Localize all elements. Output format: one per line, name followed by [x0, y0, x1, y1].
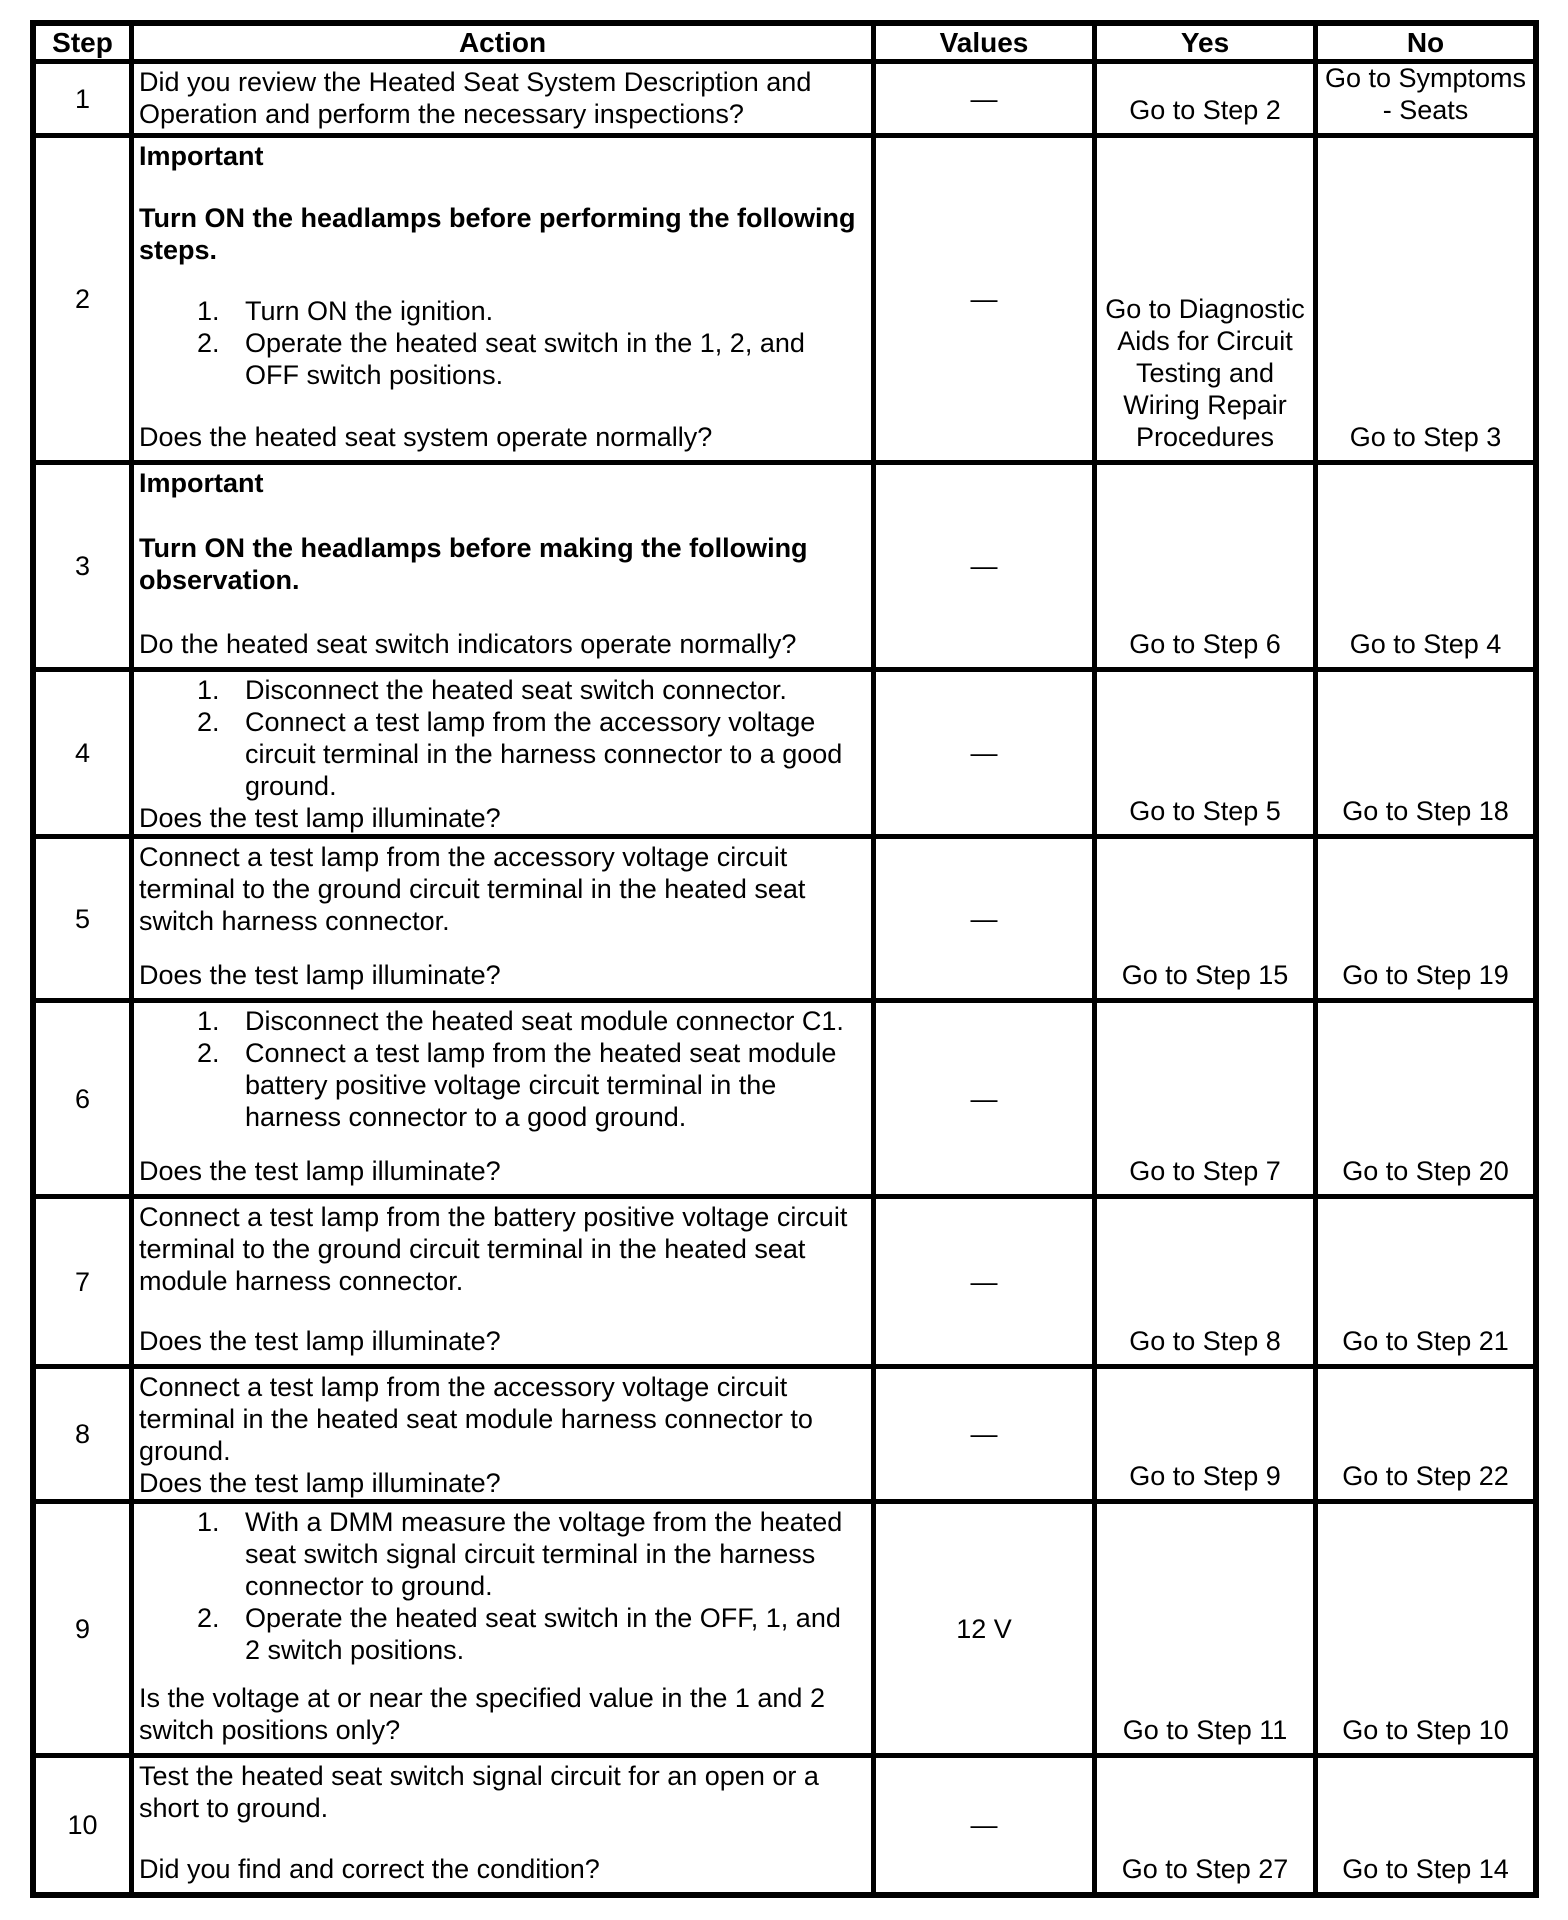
- header-yes: Yes: [1097, 26, 1313, 59]
- no-cell: Go to Step 4: [1318, 465, 1533, 667]
- step-number: 5: [36, 839, 129, 998]
- action-cell: [134, 672, 871, 834]
- no-cell: Go to Symptoms - Seats: [1318, 64, 1533, 133]
- no-cell: Go to Step 14: [1318, 1758, 1533, 1892]
- yes-cell: Go to Step 27: [1097, 1758, 1313, 1892]
- values-cell: —: [876, 138, 1092, 460]
- action-instruction: Connect a test lamp from the accessory voltage circuit terminal in the heated seat module harness connector to ground.: [139, 1372, 813, 1466]
- no-cell: Go to Step 22: [1318, 1369, 1533, 1499]
- step-number: 4: [36, 672, 129, 834]
- action-cell: [134, 1369, 871, 1499]
- action-important-text: Turn ON the headlamps before making the following observation.: [139, 532, 808, 595]
- action-important-label: Important: [139, 141, 264, 171]
- action-cell: [134, 1758, 871, 1892]
- yes-cell: Go to Step 11: [1097, 1504, 1313, 1753]
- action-list: [139, 674, 863, 802]
- no-cell: Go to Step 20: [1318, 1003, 1533, 1194]
- header-step: Step: [36, 26, 129, 59]
- yes-cell: Go to Step 6: [1097, 465, 1313, 667]
- header-no: No: [1318, 26, 1533, 59]
- action-question: Does the test lamp illuminate?: [139, 803, 501, 833]
- action-list-item: Disconnect the heated seat switch connector.: [245, 675, 787, 705]
- no-cell: Go to Step 3: [1318, 138, 1533, 460]
- values-cell: —: [876, 64, 1092, 133]
- step-number: 1: [36, 64, 129, 133]
- step-number: 6: [36, 1003, 129, 1194]
- yes-cell: Go to Diagnostic Aids for Circuit Testing and Wiring Repair Procedures: [1097, 138, 1313, 460]
- action-question: Does the test lamp illuminate?: [139, 1468, 501, 1498]
- action-cell: [134, 64, 871, 133]
- action-cell: [134, 465, 871, 667]
- action-instruction: Test the heated seat switch signal circuit for an open or a short to ground.: [139, 1761, 819, 1823]
- step-number: 3: [36, 465, 129, 667]
- values-cell: —: [876, 465, 1092, 667]
- action-question: Does the test lamp illuminate?: [139, 1156, 501, 1186]
- action-cell: [134, 1199, 871, 1364]
- header-values: Values: [876, 26, 1092, 59]
- action-question: Is the voltage at or near the specified value in the 1 and 2 switch positions only?: [139, 1683, 825, 1745]
- action-instruction: Connect a test lamp from the accessory voltage circuit terminal to the ground circuit terminal in the heated seat switch harness connector.: [139, 842, 806, 936]
- action-important-text: Turn ON the headlamps before performing the following steps.: [139, 202, 856, 265]
- no-cell: Go to Step 10: [1318, 1504, 1533, 1753]
- header-action: Action: [134, 26, 871, 59]
- action-list-item: Connect a test lamp from the accessory voltage circuit terminal in the harness connector to a good ground.: [245, 707, 843, 801]
- action-list-item: Turn ON the ignition.: [245, 296, 494, 327]
- yes-cell: Go to Step 2: [1097, 64, 1313, 133]
- action-instruction: Connect a test lamp from the battery positive voltage circuit terminal to the ground circuit terminal in the heated seat module harness connector.: [139, 1202, 848, 1296]
- action-list-item: Operate the heated seat switch in the 1, 2, and OFF switch positions.: [245, 328, 805, 391]
- step-number: 8: [36, 1369, 129, 1499]
- yes-cell: Go to Step 7: [1097, 1003, 1313, 1194]
- action-question: Does the test lamp illuminate?: [139, 960, 501, 990]
- action-list: [139, 1506, 863, 1666]
- values-cell: —: [876, 1199, 1092, 1364]
- step-number: 9: [36, 1504, 129, 1753]
- yes-cell: Go to Step 5: [1097, 672, 1313, 834]
- action-cell: [134, 1003, 871, 1194]
- yes-cell: Go to Step 9: [1097, 1369, 1313, 1499]
- no-cell: Go to Step 18: [1318, 672, 1533, 834]
- step-number: 7: [36, 1199, 129, 1364]
- action-question: Did you find and correct the condition?: [139, 1854, 600, 1884]
- diagnostic-table: [30, 20, 1539, 1898]
- values-cell: —: [876, 839, 1092, 998]
- step-number: 2: [36, 138, 129, 460]
- action-question: Did you review the Heated Seat System Description and Operation and perform the necessary inspections?: [139, 67, 812, 129]
- values-cell: —: [876, 1003, 1092, 1194]
- action-cell: [134, 1504, 871, 1753]
- action-list-item: Operate the heated seat switch in the OFF, 1, and 2 switch positions.: [245, 1603, 841, 1665]
- action-list: [139, 1005, 863, 1133]
- values-cell: —: [876, 1369, 1092, 1499]
- values-cell: —: [876, 1758, 1092, 1892]
- values-cell: —: [876, 672, 1092, 834]
- action-list: [139, 295, 863, 391]
- action-question: Do the heated seat switch indicators operate normally?: [139, 629, 797, 659]
- no-cell: Go to Step 19: [1318, 839, 1533, 998]
- action-cell: [134, 138, 871, 460]
- step-number: 10: [36, 1758, 129, 1892]
- action-list-item: Connect a test lamp from the heated seat module battery positive voltage circuit terminal in the harness connector to a good ground.: [245, 1038, 837, 1132]
- action-cell: [134, 839, 871, 998]
- action-question: Does the test lamp illuminate?: [139, 1326, 501, 1356]
- values-cell: 12 V: [876, 1504, 1092, 1753]
- action-question: Does the heated seat system operate normally?: [139, 421, 713, 452]
- yes-cell: Go to Step 8: [1097, 1199, 1313, 1364]
- yes-cell: Go to Step 15: [1097, 839, 1313, 998]
- action-important-label: Important: [139, 468, 264, 498]
- action-list-item: With a DMM measure the voltage from the heated seat switch signal circuit terminal in the harness connector to ground.: [245, 1507, 843, 1601]
- no-cell: Go to Step 21: [1318, 1199, 1533, 1364]
- action-list-item: Disconnect the heated seat module connector C1.: [245, 1006, 844, 1036]
